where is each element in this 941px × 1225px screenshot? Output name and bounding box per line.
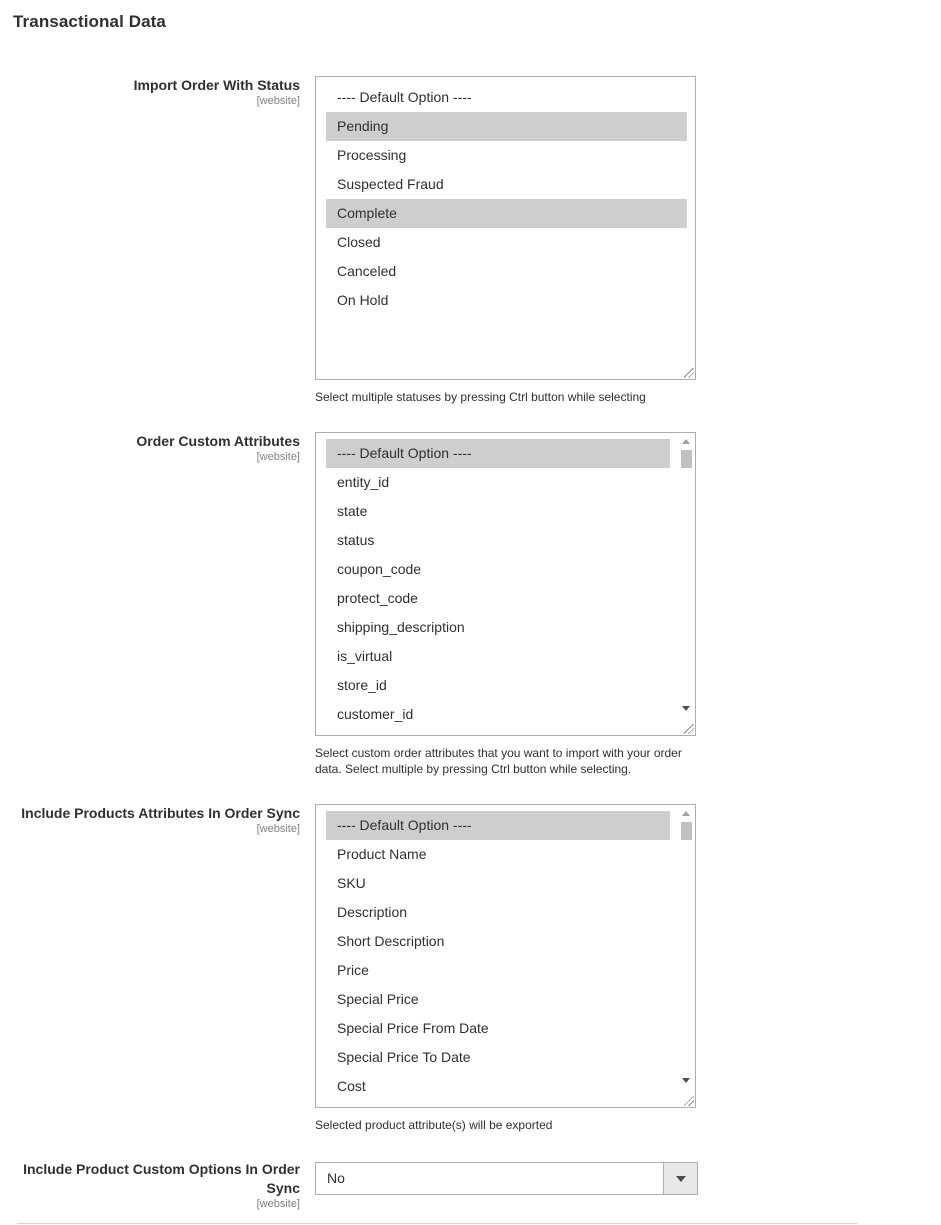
list-option[interactable]: Special Price To Date bbox=[337, 1049, 471, 1065]
product-attributes-note: Selected product attribute(s) will be exported bbox=[315, 1118, 553, 1132]
product-attributes-multiselect[interactable] bbox=[315, 804, 696, 1108]
list-option[interactable]: Description bbox=[337, 904, 408, 920]
scrollbar-thumb[interactable] bbox=[681, 450, 692, 468]
product-attributes-scrollbar[interactable] bbox=[678, 805, 695, 1107]
order-attributes-options bbox=[326, 439, 670, 729]
list-option[interactable]: Special Price bbox=[337, 991, 419, 1007]
order-attributes-scope: [website] bbox=[256, 451, 300, 463]
list-option[interactable]: ---- Default Option ---- bbox=[337, 89, 472, 105]
custom-options-value: No bbox=[327, 1170, 345, 1186]
list-option[interactable]: Price bbox=[337, 962, 369, 978]
divider bbox=[17, 1223, 858, 1224]
list-option[interactable]: Complete bbox=[326, 199, 687, 228]
list-option[interactable]: entity_id bbox=[337, 474, 390, 490]
resize-grip-icon[interactable] bbox=[684, 1096, 694, 1106]
product-attributes-label bbox=[0, 804, 300, 836]
section-title: Transactional Data bbox=[13, 12, 166, 31]
list-option[interactable]: Processing bbox=[337, 147, 407, 163]
list-option[interactable]: state bbox=[337, 503, 368, 519]
list-option[interactable]: is_virtual bbox=[337, 648, 393, 664]
list-option[interactable]: ---- Default Option ---- bbox=[326, 811, 670, 840]
list-option[interactable]: Suspected Fraud bbox=[337, 176, 444, 192]
import-status-scope: [website] bbox=[256, 95, 300, 107]
list-option[interactable]: protect_code bbox=[337, 590, 418, 606]
list-option[interactable]: Cost bbox=[337, 1078, 366, 1094]
import-status-label-text: Import Order With Status bbox=[133, 77, 300, 93]
list-option[interactable]: coupon_code bbox=[337, 561, 422, 577]
scrollbar-thumb[interactable] bbox=[681, 822, 692, 840]
order-attributes-label bbox=[0, 432, 300, 464]
resize-grip-icon[interactable] bbox=[684, 724, 694, 734]
list-option[interactable]: SKU bbox=[337, 875, 366, 891]
arrow-up-icon[interactable] bbox=[682, 811, 690, 816]
arrow-down-icon[interactable] bbox=[682, 706, 690, 711]
custom-options-label bbox=[0, 1160, 300, 1211]
list-option[interactable]: Product Name bbox=[337, 846, 427, 862]
list-option[interactable]: ---- Default Option ---- bbox=[326, 439, 670, 468]
product-attributes-options bbox=[326, 811, 670, 1101]
order-attributes-scrollbar[interactable] bbox=[678, 433, 695, 735]
order-attributes-note: Select custom order attributes that you want to import with your order data. Select multiple by pressing Ctrl button while selecting. bbox=[315, 746, 682, 776]
custom-options-dropdown-button[interactable] bbox=[663, 1163, 697, 1194]
custom-options-label-text: Include Product Custom Options In Order Sync bbox=[23, 1161, 300, 1196]
product-attributes-scope: [website] bbox=[256, 823, 300, 835]
list-option[interactable]: On Hold bbox=[337, 292, 389, 308]
import-status-label bbox=[0, 76, 300, 108]
list-option[interactable]: shipping_description bbox=[337, 619, 465, 635]
list-option[interactable]: store_id bbox=[337, 677, 387, 693]
list-option[interactable]: status bbox=[337, 532, 375, 548]
list-option[interactable]: Special Price From Date bbox=[337, 1020, 489, 1036]
arrow-down-icon[interactable] bbox=[682, 1078, 690, 1083]
product-attributes-label-text: Include Products Attributes In Order Sync bbox=[21, 805, 300, 821]
chevron-down-icon bbox=[676, 1176, 686, 1182]
list-option[interactable]: Pending bbox=[326, 112, 687, 141]
import-status-multiselect[interactable] bbox=[315, 76, 696, 380]
custom-options-scope: [website] bbox=[256, 1198, 300, 1210]
import-status-note: Select multiple statuses by pressing Ctrl button while selecting bbox=[315, 390, 646, 404]
custom-options-select[interactable] bbox=[315, 1162, 698, 1195]
resize-grip-icon[interactable] bbox=[684, 368, 694, 378]
order-attributes-multiselect[interactable] bbox=[315, 432, 696, 736]
arrow-up-icon[interactable] bbox=[682, 439, 690, 444]
list-option[interactable]: Closed bbox=[337, 234, 381, 250]
list-option[interactable]: Canceled bbox=[337, 263, 397, 279]
order-attributes-label-text: Order Custom Attributes bbox=[136, 433, 300, 449]
list-option[interactable]: customer_id bbox=[337, 706, 414, 722]
import-status-options bbox=[326, 83, 687, 315]
list-option[interactable]: Short Description bbox=[337, 933, 445, 949]
